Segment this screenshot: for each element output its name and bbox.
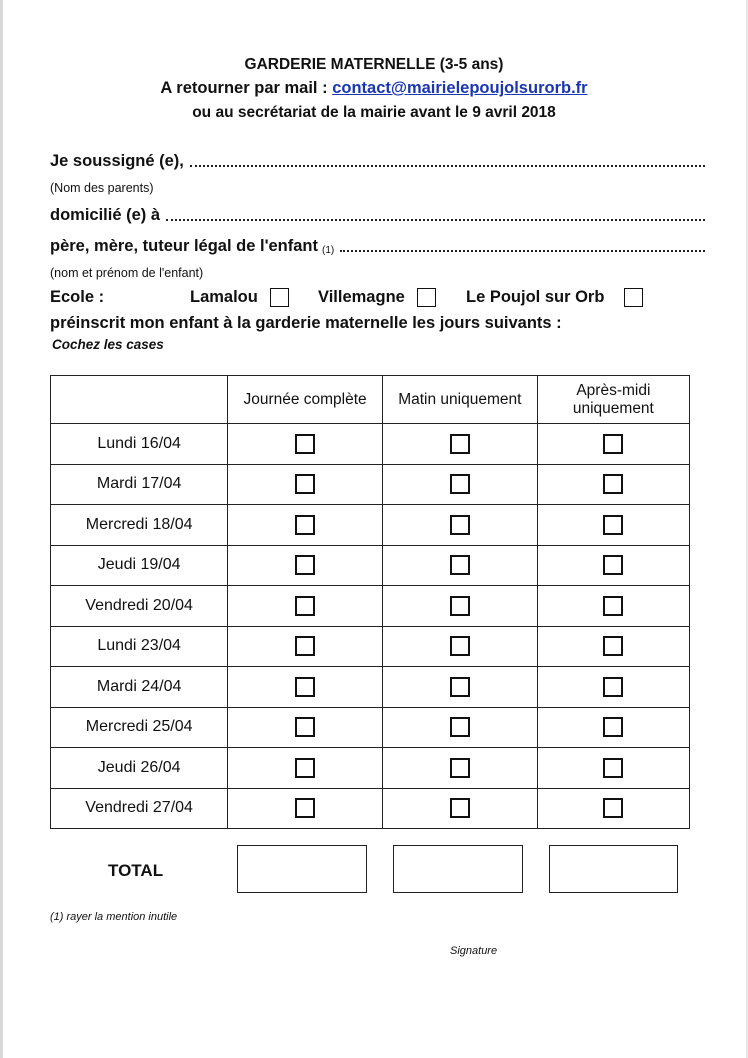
domicile-line [50,206,705,225]
school-option-villemagne [318,288,436,307]
undersigned-label: Je soussigné (e), [50,152,184,170]
full-day-cell [228,788,383,829]
table-row [51,505,690,546]
morning-checkbox[interactable] [450,515,470,535]
morning-checkbox[interactable] [450,474,470,494]
afternoon-checkbox[interactable] [603,758,623,778]
school-name: Lamalou [190,288,258,306]
afternoon-cell [537,464,689,505]
table-row [51,424,690,465]
full-day-checkbox[interactable] [295,758,315,778]
afternoon-cell [537,788,689,829]
table-row [51,545,690,586]
preinscription-text: préinscrit mon enfant à la garderie maternelle les jours suivants : [50,314,562,332]
header-full-day: Journée complète [228,376,383,424]
full-day-cell [228,464,383,505]
school-label: Ecole : [50,288,105,306]
contact-email-link[interactable]: contact@mairielepoujolsurorb.fr [332,79,588,97]
morning-checkbox[interactable] [450,636,470,656]
afternoon-cell [537,545,689,586]
afternoon-checkbox[interactable] [603,798,623,818]
afternoon-cell [537,505,689,546]
deadline-text: ou au secrétariat de la mairie avant le 9 avril 2018 [192,104,556,121]
afternoon-cell [537,626,689,667]
school-checkbox-villemagne[interactable] [417,288,436,307]
total-label: TOTAL [108,861,164,880]
table-row [51,464,690,505]
full-day-cell [228,545,383,586]
header-afternoon-label: Après-midi uniquement [572,381,654,417]
full-day-checkbox[interactable] [295,434,315,454]
total-morning-box[interactable] [393,845,523,893]
school-checkbox-le-poujol[interactable] [624,288,643,307]
full-day-checkbox[interactable] [295,798,315,818]
afternoon-cell [537,667,689,708]
day-cell: Mercredi 18/04 [51,505,228,546]
table-row [51,667,690,708]
table-row [51,626,690,667]
table-header-row [51,376,690,424]
school-name: Le Poujol sur Orb [466,288,605,306]
morning-cell [382,788,537,829]
morning-cell [382,707,537,748]
morning-checkbox[interactable] [450,596,470,616]
morning-cell [382,626,537,667]
full-day-checkbox[interactable] [295,717,315,737]
day-cell: Mercredi 25/04 [51,707,228,748]
afternoon-cell [537,424,689,465]
guardian-line [50,237,705,256]
morning-cell [382,464,537,505]
full-day-cell [228,505,383,546]
full-day-checkbox[interactable] [295,677,315,697]
footnote: (1) rayer la mention inutile [50,911,178,923]
address-field[interactable] [166,218,705,221]
morning-checkbox[interactable] [450,555,470,575]
header-afternoon [537,376,689,424]
guardian-label: père, mère, tuteur légal de l'enfant [50,237,318,255]
morning-checkbox[interactable] [450,434,470,454]
afternoon-checkbox[interactable] [603,555,623,575]
morning-cell [382,545,537,586]
afternoon-cell [537,586,689,627]
return-label: A retourner par mail : [160,79,333,97]
morning-checkbox[interactable] [450,717,470,737]
parents-hint: (Nom des parents) [50,181,154,195]
full-day-checkbox[interactable] [295,515,315,535]
signature-label: Signature [450,945,498,957]
footnote-ref: (1) [322,245,335,256]
table-row [51,586,690,627]
return-instructions [0,79,748,98]
school-option-lamalou [190,288,289,307]
morning-checkbox[interactable] [450,758,470,778]
school-row [50,286,670,310]
full-day-cell [228,586,383,627]
day-cell: Jeudi 26/04 [51,748,228,789]
morning-cell [382,586,537,627]
day-cell: Lundi 23/04 [51,626,228,667]
day-cell: Lundi 16/04 [51,424,228,465]
school-name: Villemagne [318,288,405,306]
child-hint: (nom et prénom de l'enfant) [50,266,204,280]
undersigned-line [50,152,705,171]
afternoon-cell [537,707,689,748]
afternoon-checkbox[interactable] [603,677,623,697]
parents-name-field[interactable] [190,164,705,167]
afternoon-checkbox[interactable] [603,474,623,494]
schedule-table [50,375,690,829]
total-full-day-box[interactable] [237,845,367,893]
afternoon-checkbox[interactable] [603,636,623,656]
morning-cell [382,505,537,546]
full-day-checkbox[interactable] [295,555,315,575]
header-morning: Matin uniquement [382,376,537,424]
child-name-field[interactable] [340,249,705,252]
full-day-checkbox[interactable] [295,636,315,656]
afternoon-checkbox[interactable] [603,596,623,616]
morning-checkbox[interactable] [450,677,470,697]
day-cell: Mardi 24/04 [51,667,228,708]
full-day-checkbox[interactable] [295,596,315,616]
afternoon-cell [537,748,689,789]
instruction-text: Cochez les cases [52,337,164,352]
school-checkbox-lamalou[interactable] [270,288,289,307]
school-option-le-poujol [466,288,643,307]
day-cell: Jeudi 19/04 [51,545,228,586]
header-empty-cell [51,376,228,424]
morning-cell [382,748,537,789]
page-left-edge [0,0,3,1058]
full-day-cell [228,748,383,789]
morning-checkbox[interactable] [450,798,470,818]
day-cell: Vendredi 27/04 [51,788,228,829]
morning-cell [382,424,537,465]
full-day-cell [228,707,383,748]
table-row [51,707,690,748]
afternoon-checkbox[interactable] [603,515,623,535]
day-cell: Vendredi 20/04 [51,586,228,627]
form-title: GARDERIE MATERNELLE (3-5 ans) [244,56,504,73]
table-row [51,748,690,789]
full-day-cell [228,424,383,465]
full-day-cell [228,667,383,708]
schedule-body [51,424,690,829]
table-row [51,788,690,829]
afternoon-checkbox[interactable] [603,717,623,737]
full-day-checkbox[interactable] [295,474,315,494]
domicile-label: domicilié (e) à [50,206,161,224]
full-day-cell [228,626,383,667]
total-afternoon-box[interactable] [549,845,678,893]
morning-cell [382,667,537,708]
afternoon-checkbox[interactable] [603,434,623,454]
day-cell: Mardi 17/04 [51,464,228,505]
